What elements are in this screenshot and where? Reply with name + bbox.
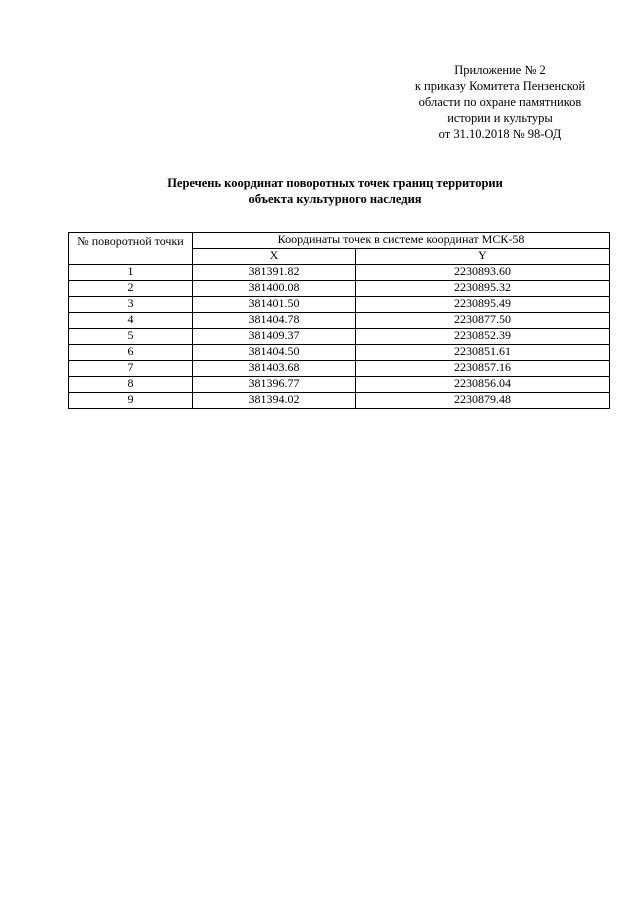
x-coordinate-cell: 381409.37 [193,329,356,345]
y-coordinate-cell: 2230856.04 [356,377,610,393]
table-row [69,329,610,345]
appendix-line: от 31.10.2018 № 98-ОД [438,127,562,141]
coordinates-table [68,232,610,409]
y-coordinate-cell: 2230895.32 [356,281,610,297]
appendix-line: к приказу Комитета Пензенской [414,79,586,93]
y-coordinate-cell: 2230893.60 [356,265,610,281]
point-number-cell: 4 [69,313,193,329]
point-number-cell: 2 [69,281,193,297]
x-coordinate-cell: 381401.50 [193,297,356,313]
table-row [69,393,610,409]
coordinate-system-header: Координаты точек в системе координат МСК-58 [193,233,610,249]
appendix-header [400,62,600,142]
y-coordinate-cell: 2230851.61 [356,345,610,361]
x-column-header: X [193,249,356,265]
title-line-1: Перечень координат поворотных точек границ территории [167,176,503,190]
y-coordinate-cell: 2230857.16 [356,361,610,377]
y-coordinate-cell: 2230895.49 [356,297,610,313]
x-coordinate-cell: 381403.68 [193,361,356,377]
table-row [69,265,610,281]
point-number-cell: 6 [69,345,193,361]
title-line-2: объекта культурного наследия [248,192,422,206]
appendix-line: истории и культуры [447,111,553,125]
x-coordinate-cell: 381404.78 [193,313,356,329]
point-number-cell: 5 [69,329,193,345]
y-column-header: Y [356,249,610,265]
table-row [69,345,610,361]
appendix-line: Приложение № 2 [454,63,546,77]
x-coordinate-cell: 381394.02 [193,393,356,409]
table-row [69,297,610,313]
point-number-header: № поворотной точки [69,233,193,265]
point-number-cell: 1 [69,265,193,281]
table-row [69,281,610,297]
table-row [69,377,610,393]
table-row [69,313,610,329]
y-coordinate-cell: 2230877.50 [356,313,610,329]
x-coordinate-cell: 381391.82 [193,265,356,281]
x-coordinate-cell: 381404.50 [193,345,356,361]
point-number-cell: 9 [69,393,193,409]
point-number-cell: 8 [69,377,193,393]
y-coordinate-cell: 2230879.48 [356,393,610,409]
table-body [69,265,610,409]
y-coordinate-cell: 2230852.39 [356,329,610,345]
point-number-cell: 3 [69,297,193,313]
table-row [69,361,610,377]
point-number-cell: 7 [69,361,193,377]
x-coordinate-cell: 381396.77 [193,377,356,393]
document-title [100,175,570,207]
appendix-line: области по охране памятников [418,95,582,109]
x-coordinate-cell: 381400.08 [193,281,356,297]
